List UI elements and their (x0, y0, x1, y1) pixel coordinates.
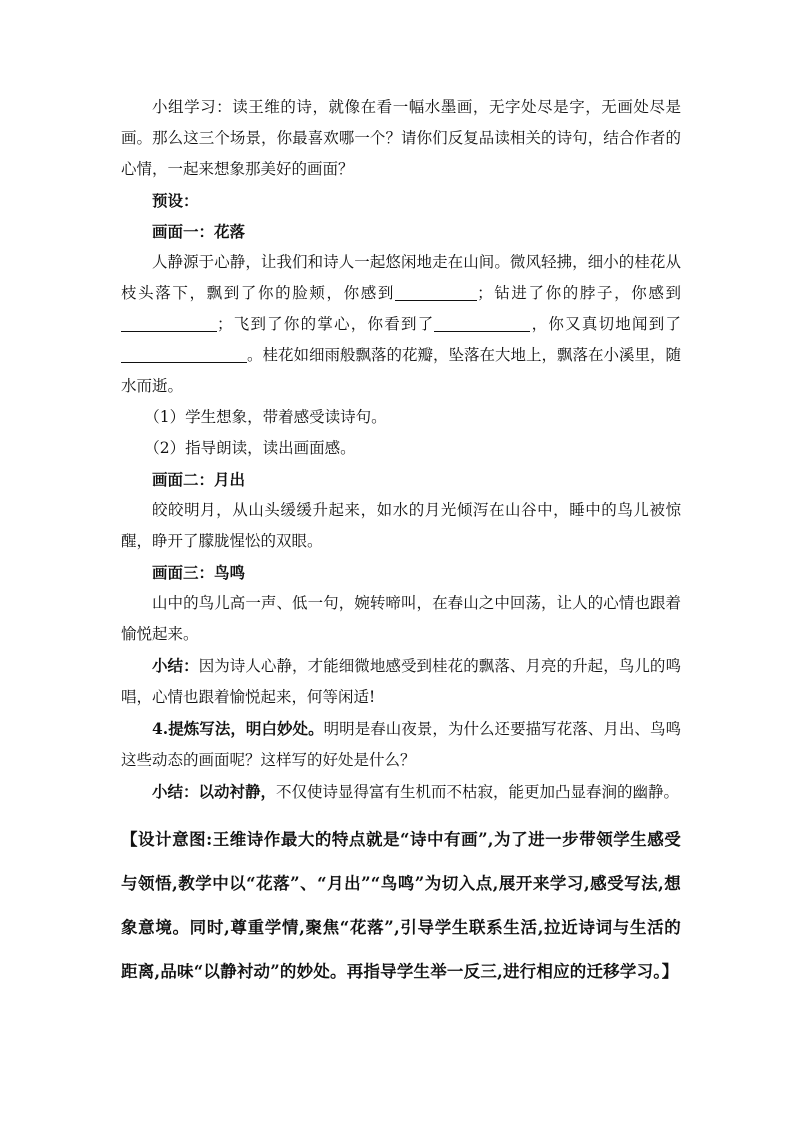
step-one: （1）学生想象，带着感受读诗句。 (144, 408, 387, 426)
scene-one-paragraph (121, 247, 681, 402)
summary-two (121, 776, 681, 808)
summary-one-label: 小结： (152, 656, 199, 675)
step-two: （2）指导朗读，读出画面感。 (144, 439, 356, 457)
fill-blank-3[interactable] (434, 316, 530, 333)
point-four (121, 713, 681, 776)
scene-one-text-e: 。桂花如细雨般飘落的花瓣，坠落在大地上，飘落在小溪里，随水而逝。 (121, 346, 682, 395)
scene-one-text-a: 人静源于心静，让我们和诗人一起悠闲地走在山间。微风轻拂，细小的桂花从枝头落下，飘到了你的脸颊，你感到 (121, 253, 681, 302)
point-four-text: 明明是春山夜景，为什么还要描写花落、月出、鸟鸣这些动态的画面呢？这样写的好处是什么？ (121, 720, 681, 769)
scene-one-title: 画面一：花落 (152, 222, 246, 241)
fill-blank-4[interactable] (121, 347, 247, 364)
fill-blank-2[interactable] (121, 316, 217, 333)
summary-two-label: 小结：以动衬静， (152, 782, 277, 801)
scene-two-paragraph: 皎皎明月，从山头缓缓升起来，如水的月光倾泻在山谷中，睡中的鸟儿被惊醒，睁开了朦胧惺忪的双眼。 (121, 501, 681, 550)
document-page (121, 92, 681, 1011)
scene-three-title: 画面三：鸟鸣 (152, 563, 246, 582)
preset-heading: 预设： (152, 191, 199, 210)
summary-one-text: 因为诗人心静，才能细微地感受到桂花的飘落、月亮的升起，鸟儿的鸣唱，心情也跟着愉悦起来，何等闲适! (121, 657, 681, 706)
summary-two-text: 不仅使诗显得富有生机而不枯寂，能更加凸显春涧的幽静。 (276, 783, 680, 801)
design-intent-note: 【设计意图:王维诗作最大的特点就是“诗中有画”,为了进一步带领学生感受与领悟,教学中以“花落”、“月出”“鸟鸣”为切入点,展开来学习,感受写法,想象意境。同时,尊重学情,聚焦“花落”,引导学生联系生活,拉近诗词与生活的距离,品味“以静衬动”的妙处。再指导学生举一反三,进行相应的迁移学习。】 (121, 830, 681, 981)
summary-one (121, 650, 681, 713)
scene-one-text-c: ；飞到了你的掌心，你看到了 (217, 315, 435, 333)
point-four-label: 4.提炼写法，明白妙处。 (152, 719, 324, 738)
scene-three-paragraph: 山中的鸟儿高一声、低一句，婉转啼叫，在春山之中回荡，让人的心情也跟着愉悦起来。 (121, 594, 681, 643)
scene-one-text-b: ；钻进了你的脖子，你感到 (477, 284, 681, 302)
scene-two-title: 画面二：月出 (152, 470, 246, 489)
group-study-paragraph: 小组学习：读王维的诗，就像在看一幅水墨画，无字处尽是字，无画处尽是画。那么这三个场景，你最喜欢哪一个？请你们反复品读相关的诗句，结合作者的心情，一起来想象那美好的画面？ (121, 98, 681, 178)
scene-one-text-d: ，你又真切地闻到了 (530, 315, 681, 333)
fill-blank-1[interactable] (395, 285, 477, 302)
